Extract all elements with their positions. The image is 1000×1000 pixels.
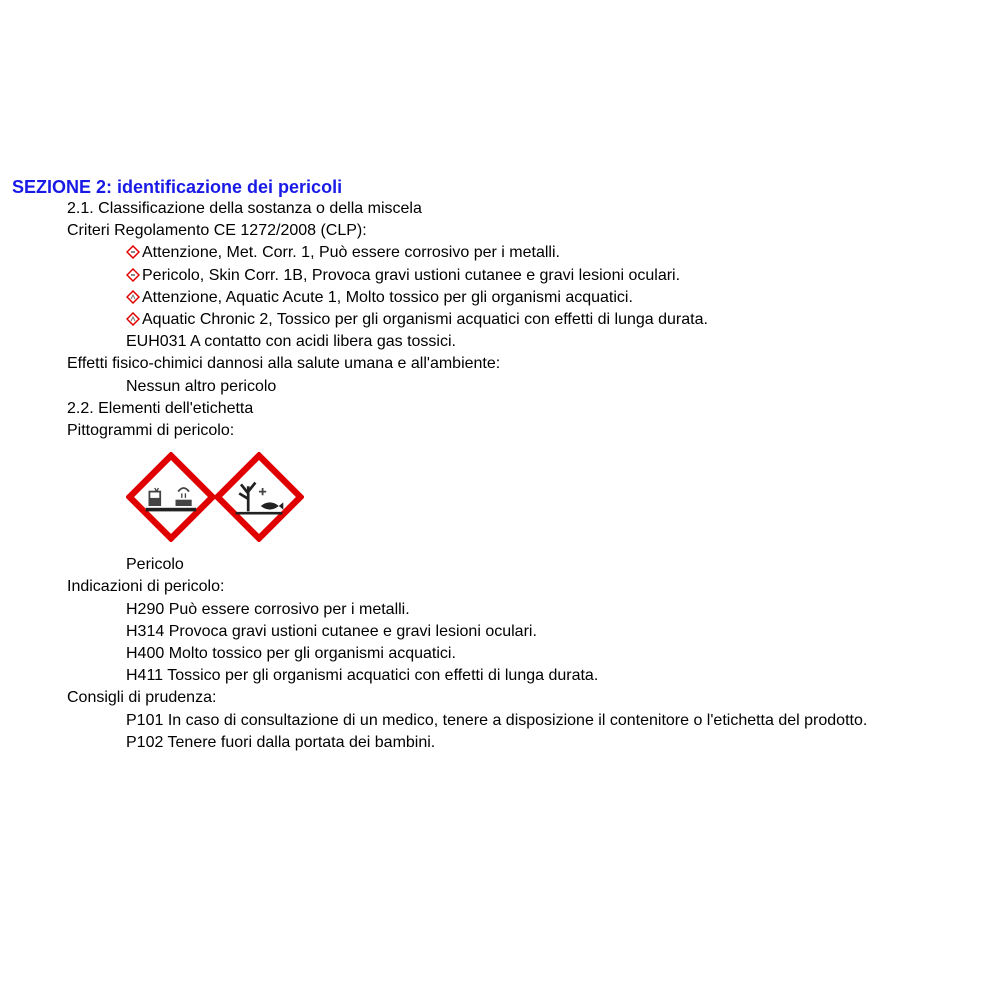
precaution-statement: P101 In caso di consultazione di un medico, tenere a disposizione il contenitore o l'etichetta del prodotto.: [126, 711, 868, 729]
pictograms-label: Pittogrammi di pericolo:: [67, 422, 235, 440]
hazard-statement: H400 Molto tossico per gli organismi acquatici.: [126, 645, 456, 663]
hazard-statement: H411 Tossico per gli organismi acquatici con effetti di lunga durata.: [126, 667, 599, 685]
subsection-2-1: 2.1. Classificazione della sostanza o della miscela: [67, 200, 422, 217]
corrosion-pictogram-icon: [126, 245, 140, 259]
criteria-label: Criteri Regolamento CE 1272/2008 (CLP):: [67, 222, 367, 240]
hazard-statement: H290 Può essere corrosivo per i metalli.: [126, 600, 410, 618]
classification-item: [12, 265, 987, 287]
environment-pictogram-icon: [214, 452, 304, 542]
environment-pictogram-icon: [126, 290, 140, 304]
environment-pictogram-icon: [126, 312, 140, 326]
classification-text: Attenzione, Met. Corr. 1, Può essere corrosivo per i metalli.: [142, 244, 560, 262]
classification-text: Aquatic Chronic 2, Tossico per gli organismi acquatici con effetti di lunga durata.: [142, 311, 708, 329]
classification-text: Attenzione, Aquatic Acute 1, Molto tossico per gli organismi acquatici.: [142, 288, 633, 306]
effects-label: Effetti fisico-chimici dannosi alla salute umana e all'ambiente:: [67, 355, 501, 373]
subsection-2-2: 2.2. Elementi dell'etichetta: [67, 399, 254, 417]
corrosion-pictogram-icon: [126, 268, 140, 282]
effects-value: Nessun altro pericolo: [126, 377, 277, 395]
pictogram-row: [12, 442, 987, 554]
precaution-label: Consigli di prudenza:: [67, 689, 217, 707]
corrosion-pictogram-icon: [126, 452, 216, 542]
classification-item: [12, 287, 987, 309]
document-body: [12, 176, 987, 754]
section-title: SEZIONE 2: identificazione dei pericoli: [12, 177, 343, 197]
classification-item: [12, 242, 987, 264]
classification-item: [12, 309, 987, 331]
hazard-label: Indicazioni di pericolo:: [67, 578, 225, 596]
signal-word: Pericolo: [126, 556, 184, 574]
precaution-statement: P102 Tenere fuori dalla portata dei bambini.: [126, 733, 436, 751]
euh-statement: EUH031 A contatto con acidi libera gas tossici.: [126, 333, 456, 351]
hazard-statement: H314 Provoca gravi ustioni cutanee e gravi lesioni oculari.: [126, 622, 537, 640]
classification-text: Pericolo, Skin Corr. 1B, Provoca gravi ustioni cutanee e gravi lesioni oculari.: [142, 266, 681, 284]
